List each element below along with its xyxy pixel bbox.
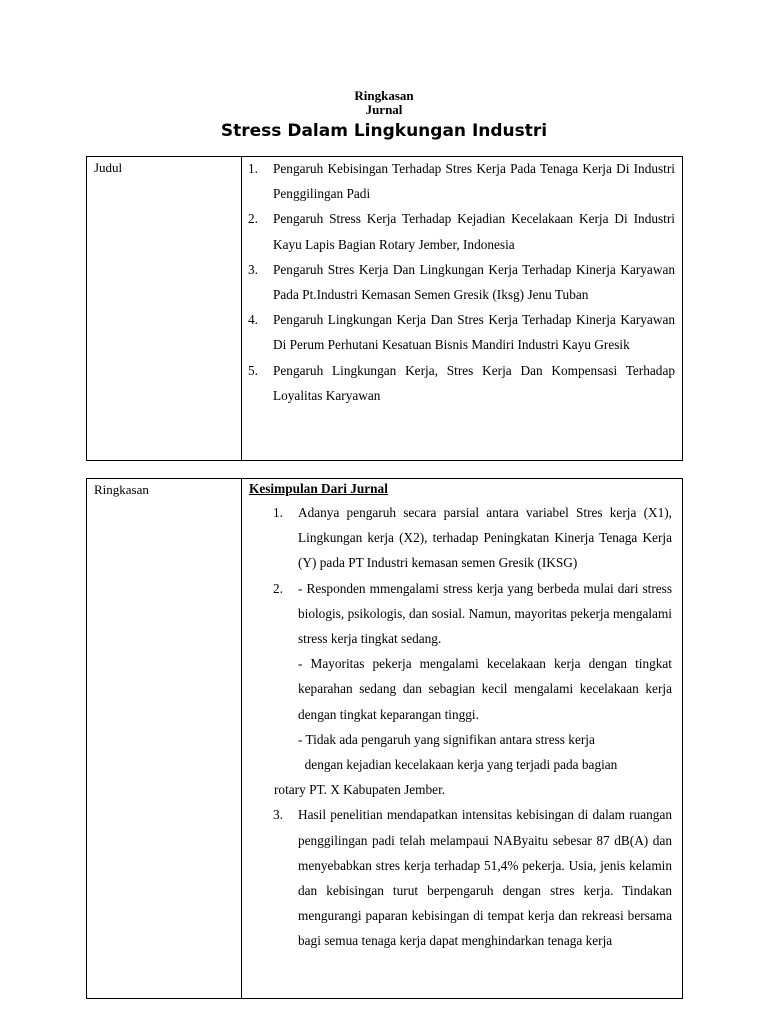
list-text: Adanya pengaruh secara parsial antara variabel Stres kerja (X1), Lingkungan kerja (X2), terhadap Peningkatan Kinerja Tenaga Kerja (Y) pada PT Industri kemasan semen Gresik (IKSG) xyxy=(298,505,672,571)
column-divider xyxy=(241,479,242,998)
list-number: 3. xyxy=(273,807,283,823)
list-text: Pengaruh Kebisingan Terhadap Stres Kerja Pada Tenaga Kerja Di Industri Penggilingan Padi xyxy=(273,161,675,202)
list-text: Pengaruh Lingkungan Kerja, Stres Kerja Dan Kompensasi Terhadap Loyalitas Karyawan xyxy=(273,362,675,403)
ringkasan-content xyxy=(249,481,672,954)
list-item xyxy=(273,802,672,953)
list-item xyxy=(248,206,675,256)
list-number: 4. xyxy=(248,312,258,328)
list-number: 2. xyxy=(248,211,258,227)
ringkasan-table xyxy=(86,478,683,999)
page-title: Stress Dalam Lingkungan Industri xyxy=(220,121,548,141)
list-text-p3c: rotary PT. X Kabupaten Jember. xyxy=(274,782,446,798)
list-number: 3. xyxy=(248,261,258,277)
list-item xyxy=(248,156,675,206)
judul-label: Judul xyxy=(94,160,123,175)
judul-list xyxy=(248,156,675,408)
list-text-p2: - Mayoritas pekerja mengalami kecelakaan kerja dengan tingkat keparahan sedang dan sebagian kecil mengalami kecelakaan kerja dengan tingkat keparangan tinggi. xyxy=(298,656,672,722)
list-number: 5. xyxy=(248,362,258,378)
section-heading: Kesimpulan Dari Jurnal xyxy=(249,481,388,496)
list-number: 1. xyxy=(273,505,283,520)
list-text: Hasil penelitian mendapatkan intensitas kebisingan di dalam ruangan penggilingan padi telah melampaui NAByaitu sebesar 87 dB(A) dan menyebabkan stres kerja terhadap 51,4% pekerja. Usia, jenis kelamin dan kebisingan turut berpengaruh dengan stres kerja. Tindakan mengurangi paparan kebisingan di tempat kerja dan rekreasi bersama bagi semua tenaga kerja dapat menghindarkan tenaga kerja xyxy=(298,807,672,949)
judul-table xyxy=(86,156,683,461)
header-line-ringkasan: Ringkasan xyxy=(354,88,414,103)
list-text-p3a: - Tidak ada pengaruh yang signifikan antara stress kerja xyxy=(298,731,595,747)
list-text-p1: - Responden mmengalami stress kerja yang berbeda mulai dari stress biologis, psikologis, dan sosial. Namun, mayoritas pekerja mengalami stress kerja tingkat sedang. xyxy=(298,580,672,647)
header-line-jurnal: Jurnal xyxy=(365,102,403,117)
list-number: 2. xyxy=(273,580,283,596)
list-text: Pengaruh Lingkungan Kerja Dan Stres Kerja Terhadap Kinerja Karyawan Di Perum Perhutani Kesatuan Bisnis Mandiri Industri Kayu Gresik xyxy=(273,312,675,353)
list-text: Pengaruh Stress Kerja Terhadap Kejadian Kecelakaan Kerja Di Industri Kayu Lapis Bagian Rotary Jember, Indonesia xyxy=(273,211,675,252)
list-text-p3b: dengan kejadian kecelakaan kerja yang terjadi pada bagian xyxy=(298,757,618,773)
list-item xyxy=(248,307,675,357)
list-item xyxy=(248,257,675,307)
ringkasan-label: Ringkasan xyxy=(94,482,149,497)
list-item xyxy=(273,500,672,576)
list-item xyxy=(273,576,672,803)
list-number: 1. xyxy=(248,161,258,176)
list-text: Pengaruh Stres Kerja Dan Lingkungan Kerja Terhadap Kinerja Karyawan Pada Pt.Industri Kemasan Semen Gresik (Iksg) Jenu Tuban xyxy=(273,261,675,303)
list-item xyxy=(248,358,675,408)
column-divider xyxy=(241,157,242,460)
